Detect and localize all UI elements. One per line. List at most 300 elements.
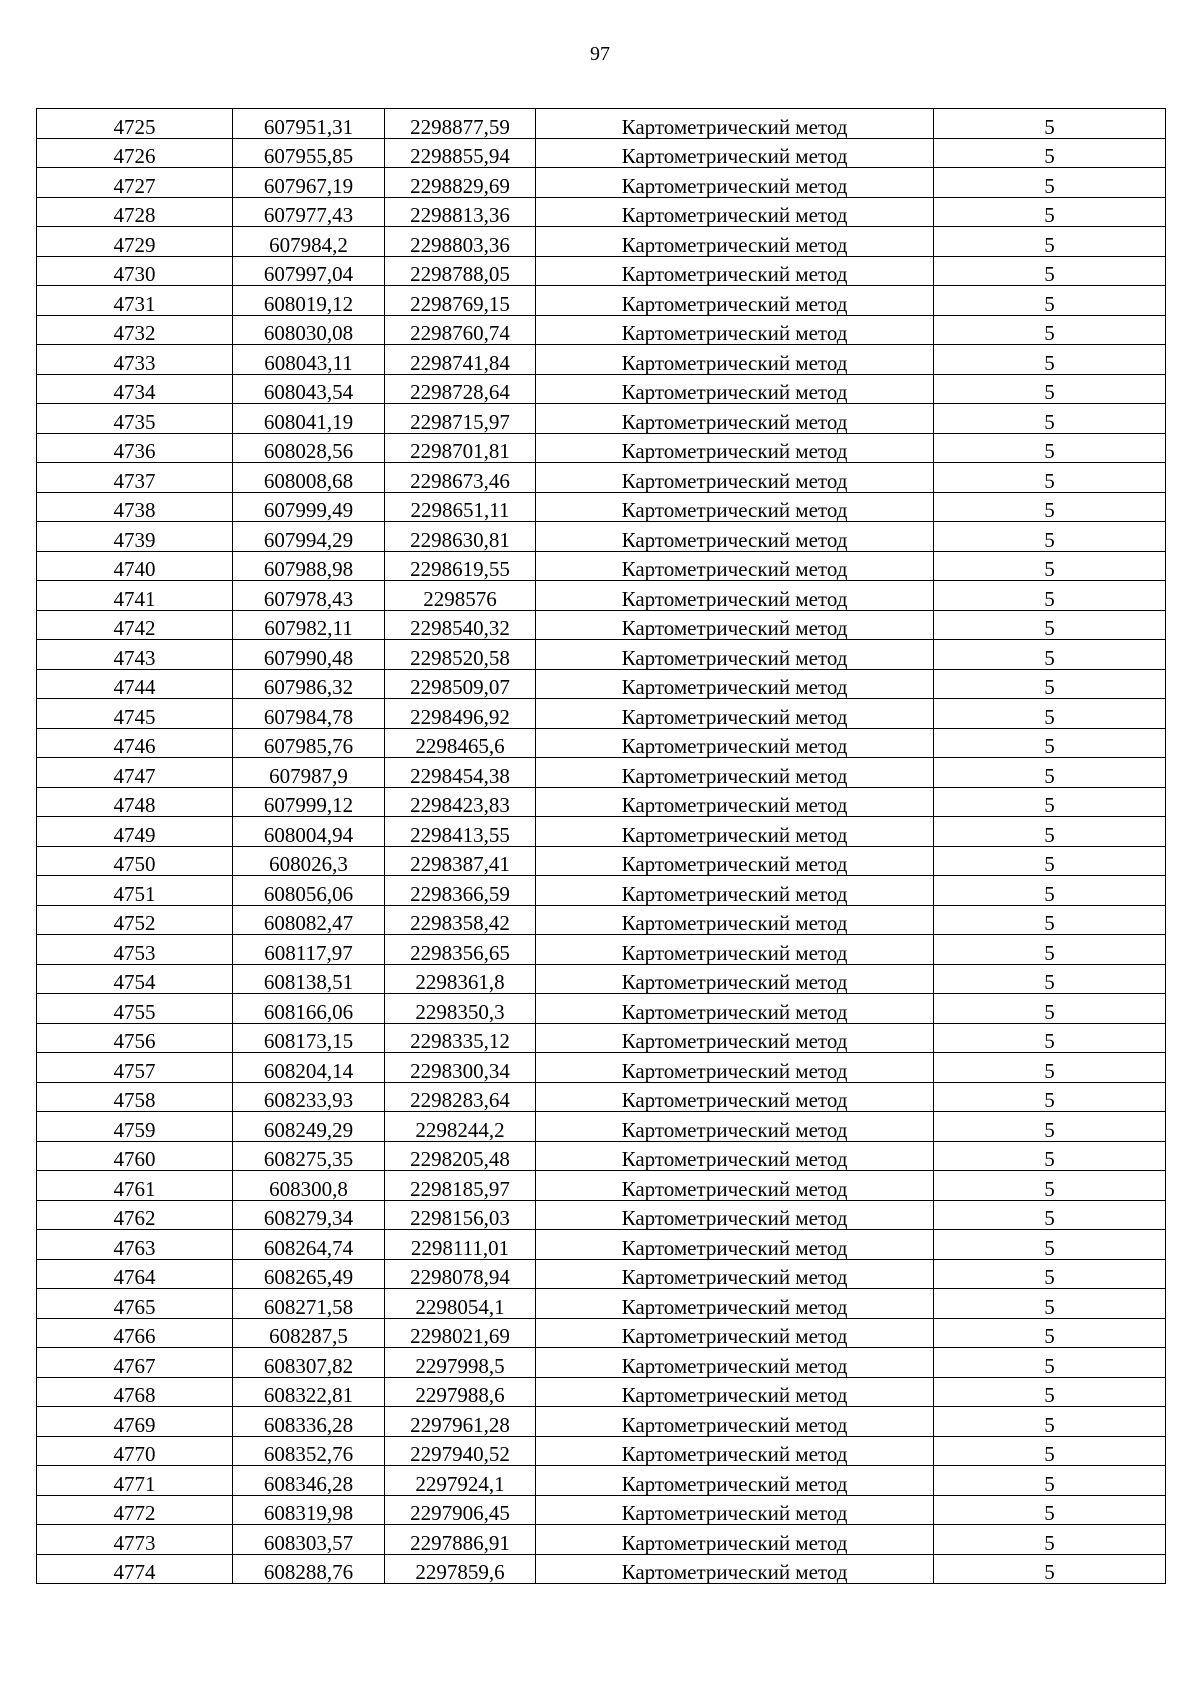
table-row xyxy=(37,256,1166,286)
point-number-cell: 4765 xyxy=(37,1289,233,1319)
table-row xyxy=(37,994,1166,1024)
point-number-cell: 4738 xyxy=(37,492,233,522)
accuracy-cell: 5 xyxy=(934,345,1166,375)
table-row xyxy=(37,699,1166,729)
accuracy-cell: 5 xyxy=(934,1377,1166,1407)
method-cell: Картометрический метод xyxy=(536,374,934,404)
y-coordinate-cell: 2298366,59 xyxy=(385,876,536,906)
accuracy-cell: 5 xyxy=(934,197,1166,227)
x-coordinate-cell: 607990,48 xyxy=(233,640,385,670)
y-coordinate-cell: 2297924,1 xyxy=(385,1466,536,1496)
method-cell: Картометрический метод xyxy=(536,1141,934,1171)
x-coordinate-cell: 608303,57 xyxy=(233,1525,385,1555)
x-coordinate-cell: 607978,43 xyxy=(233,581,385,611)
point-number-cell: 4739 xyxy=(37,522,233,552)
x-coordinate-cell: 608233,93 xyxy=(233,1082,385,1112)
table-row xyxy=(37,1289,1166,1319)
table-row xyxy=(37,728,1166,758)
table-row xyxy=(37,1053,1166,1083)
accuracy-cell: 5 xyxy=(934,669,1166,699)
point-number-cell: 4761 xyxy=(37,1171,233,1201)
point-number-cell: 4757 xyxy=(37,1053,233,1083)
x-coordinate-cell: 608336,28 xyxy=(233,1407,385,1437)
point-number-cell: 4734 xyxy=(37,374,233,404)
point-number-cell: 4733 xyxy=(37,345,233,375)
method-cell: Картометрический метод xyxy=(536,1053,934,1083)
method-cell: Картометрический метод xyxy=(536,1230,934,1260)
table-row xyxy=(37,109,1166,139)
table-row xyxy=(37,876,1166,906)
accuracy-cell: 5 xyxy=(934,935,1166,965)
method-cell: Картометрический метод xyxy=(536,1525,934,1555)
accuracy-cell: 5 xyxy=(934,1200,1166,1230)
y-coordinate-cell: 2298673,46 xyxy=(385,463,536,493)
accuracy-cell: 5 xyxy=(934,256,1166,286)
x-coordinate-cell: 607999,49 xyxy=(233,492,385,522)
y-coordinate-cell: 2298111,01 xyxy=(385,1230,536,1260)
accuracy-cell: 5 xyxy=(934,492,1166,522)
table-row xyxy=(37,1348,1166,1378)
accuracy-cell: 5 xyxy=(934,1023,1166,1053)
table-row xyxy=(37,227,1166,257)
point-number-cell: 4764 xyxy=(37,1259,233,1289)
point-number-cell: 4750 xyxy=(37,846,233,876)
point-number-cell: 4755 xyxy=(37,994,233,1024)
x-coordinate-cell: 607994,29 xyxy=(233,522,385,552)
method-cell: Картометрический метод xyxy=(536,964,934,994)
accuracy-cell: 5 xyxy=(934,1318,1166,1348)
x-coordinate-cell: 608275,35 xyxy=(233,1141,385,1171)
point-number-cell: 4748 xyxy=(37,787,233,817)
accuracy-cell: 5 xyxy=(934,1141,1166,1171)
y-coordinate-cell: 2298829,69 xyxy=(385,168,536,198)
accuracy-cell: 5 xyxy=(934,581,1166,611)
method-cell: Картометрический метод xyxy=(536,109,934,139)
point-number-cell: 4729 xyxy=(37,227,233,257)
y-coordinate-cell: 2298465,6 xyxy=(385,728,536,758)
y-coordinate-cell: 2298496,92 xyxy=(385,699,536,729)
point-number-cell: 4747 xyxy=(37,758,233,788)
accuracy-cell: 5 xyxy=(934,138,1166,168)
x-coordinate-cell: 608030,08 xyxy=(233,315,385,345)
x-coordinate-cell: 607984,2 xyxy=(233,227,385,257)
method-cell: Картометрический метод xyxy=(536,463,934,493)
x-coordinate-cell: 608166,06 xyxy=(233,994,385,1024)
point-number-cell: 4754 xyxy=(37,964,233,994)
method-cell: Картометрический метод xyxy=(536,1348,934,1378)
x-coordinate-cell: 607984,78 xyxy=(233,699,385,729)
method-cell: Картометрический метод xyxy=(536,492,934,522)
method-cell: Картометрический метод xyxy=(536,1023,934,1053)
point-number-cell: 4740 xyxy=(37,551,233,581)
method-cell: Картометрический метод xyxy=(536,787,934,817)
point-number-cell: 4752 xyxy=(37,905,233,935)
y-coordinate-cell: 2298358,42 xyxy=(385,905,536,935)
y-coordinate-cell: 2298454,38 xyxy=(385,758,536,788)
table-row xyxy=(37,1259,1166,1289)
y-coordinate-cell: 2298413,55 xyxy=(385,817,536,847)
table-row xyxy=(37,1436,1166,1466)
point-number-cell: 4774 xyxy=(37,1554,233,1584)
method-cell: Картометрический метод xyxy=(536,669,934,699)
point-number-cell: 4770 xyxy=(37,1436,233,1466)
table-row xyxy=(37,669,1166,699)
accuracy-cell: 5 xyxy=(934,758,1166,788)
x-coordinate-cell: 608019,12 xyxy=(233,286,385,316)
x-coordinate-cell: 608056,06 xyxy=(233,876,385,906)
table-row xyxy=(37,1525,1166,1555)
y-coordinate-cell: 2298630,81 xyxy=(385,522,536,552)
accuracy-cell: 5 xyxy=(934,728,1166,758)
coordinates-table xyxy=(36,108,1166,1584)
y-coordinate-cell: 2298205,48 xyxy=(385,1141,536,1171)
x-coordinate-cell: 607951,31 xyxy=(233,109,385,139)
point-number-cell: 4759 xyxy=(37,1112,233,1142)
y-coordinate-cell: 2298576 xyxy=(385,581,536,611)
accuracy-cell: 5 xyxy=(934,1495,1166,1525)
y-coordinate-cell: 2298335,12 xyxy=(385,1023,536,1053)
table-row xyxy=(37,551,1166,581)
y-coordinate-cell: 2298803,36 xyxy=(385,227,536,257)
y-coordinate-cell: 2298300,34 xyxy=(385,1053,536,1083)
accuracy-cell: 5 xyxy=(934,1171,1166,1201)
method-cell: Картометрический метод xyxy=(536,1554,934,1584)
y-coordinate-cell: 2297906,45 xyxy=(385,1495,536,1525)
table-row xyxy=(37,758,1166,788)
x-coordinate-cell: 607982,11 xyxy=(233,610,385,640)
x-coordinate-cell: 608041,19 xyxy=(233,404,385,434)
method-cell: Картометрический метод xyxy=(536,1112,934,1142)
point-number-cell: 4760 xyxy=(37,1141,233,1171)
x-coordinate-cell: 608043,54 xyxy=(233,374,385,404)
x-coordinate-cell: 608307,82 xyxy=(233,1348,385,1378)
accuracy-cell: 5 xyxy=(934,404,1166,434)
table-row xyxy=(37,1230,1166,1260)
point-number-cell: 4749 xyxy=(37,817,233,847)
table-row xyxy=(37,581,1166,611)
accuracy-cell: 5 xyxy=(934,374,1166,404)
point-number-cell: 4742 xyxy=(37,610,233,640)
accuracy-cell: 5 xyxy=(934,610,1166,640)
table-row xyxy=(37,1407,1166,1437)
method-cell: Картометрический метод xyxy=(536,1466,934,1496)
accuracy-cell: 5 xyxy=(934,168,1166,198)
accuracy-cell: 5 xyxy=(934,1407,1166,1437)
accuracy-cell: 5 xyxy=(934,1230,1166,1260)
point-number-cell: 4736 xyxy=(37,433,233,463)
method-cell: Картометрический метод xyxy=(536,404,934,434)
point-number-cell: 4771 xyxy=(37,1466,233,1496)
y-coordinate-cell: 2298540,32 xyxy=(385,610,536,640)
table-row xyxy=(37,640,1166,670)
point-number-cell: 4763 xyxy=(37,1230,233,1260)
method-cell: Картометрический метод xyxy=(536,1318,934,1348)
accuracy-cell: 5 xyxy=(934,1436,1166,1466)
method-cell: Картометрический метод xyxy=(536,522,934,552)
y-coordinate-cell: 2298423,83 xyxy=(385,787,536,817)
table-row xyxy=(37,1377,1166,1407)
y-coordinate-cell: 2298813,36 xyxy=(385,197,536,227)
y-coordinate-cell: 2298855,94 xyxy=(385,138,536,168)
y-coordinate-cell: 2298021,69 xyxy=(385,1318,536,1348)
method-cell: Картометрический метод xyxy=(536,758,934,788)
table-row xyxy=(37,817,1166,847)
y-coordinate-cell: 2297998,5 xyxy=(385,1348,536,1378)
method-cell: Картометрический метод xyxy=(536,935,934,965)
accuracy-cell: 5 xyxy=(934,817,1166,847)
table-row xyxy=(37,374,1166,404)
y-coordinate-cell: 2298283,64 xyxy=(385,1082,536,1112)
x-coordinate-cell: 607999,12 xyxy=(233,787,385,817)
table-row xyxy=(37,492,1166,522)
y-coordinate-cell: 2298078,94 xyxy=(385,1259,536,1289)
y-coordinate-cell: 2298520,58 xyxy=(385,640,536,670)
x-coordinate-cell: 608028,56 xyxy=(233,433,385,463)
table-row xyxy=(37,905,1166,935)
y-coordinate-cell: 2298760,74 xyxy=(385,315,536,345)
x-coordinate-cell: 607986,32 xyxy=(233,669,385,699)
point-number-cell: 4732 xyxy=(37,315,233,345)
table-row xyxy=(37,610,1166,640)
table-row xyxy=(37,197,1166,227)
method-cell: Картометрический метод xyxy=(536,1289,934,1319)
method-cell: Картометрический метод xyxy=(536,699,934,729)
y-coordinate-cell: 2298361,8 xyxy=(385,964,536,994)
table-row xyxy=(37,168,1166,198)
x-coordinate-cell: 608352,76 xyxy=(233,1436,385,1466)
table-row xyxy=(37,1495,1166,1525)
table-row xyxy=(37,315,1166,345)
point-number-cell: 4744 xyxy=(37,669,233,699)
accuracy-cell: 5 xyxy=(934,699,1166,729)
accuracy-cell: 5 xyxy=(934,286,1166,316)
accuracy-cell: 5 xyxy=(934,109,1166,139)
x-coordinate-cell: 608264,74 xyxy=(233,1230,385,1260)
method-cell: Картометрический метод xyxy=(536,1171,934,1201)
point-number-cell: 4751 xyxy=(37,876,233,906)
method-cell: Картометрический метод xyxy=(536,728,934,758)
table-row xyxy=(37,1112,1166,1142)
table-row xyxy=(37,1200,1166,1230)
accuracy-cell: 5 xyxy=(934,551,1166,581)
point-number-cell: 4772 xyxy=(37,1495,233,1525)
table-row xyxy=(37,935,1166,965)
y-coordinate-cell: 2298619,55 xyxy=(385,551,536,581)
x-coordinate-cell: 608288,76 xyxy=(233,1554,385,1584)
table-row xyxy=(37,433,1166,463)
method-cell: Картометрический метод xyxy=(536,1200,934,1230)
x-coordinate-cell: 608173,15 xyxy=(233,1023,385,1053)
y-coordinate-cell: 2298185,97 xyxy=(385,1171,536,1201)
point-number-cell: 4730 xyxy=(37,256,233,286)
method-cell: Картометрический метод xyxy=(536,1436,934,1466)
point-number-cell: 4769 xyxy=(37,1407,233,1437)
accuracy-cell: 5 xyxy=(934,846,1166,876)
x-coordinate-cell: 607985,76 xyxy=(233,728,385,758)
method-cell: Картометрический метод xyxy=(536,994,934,1024)
point-number-cell: 4735 xyxy=(37,404,233,434)
accuracy-cell: 5 xyxy=(934,994,1166,1024)
y-coordinate-cell: 2297940,52 xyxy=(385,1436,536,1466)
method-cell: Картометрический метод xyxy=(536,138,934,168)
y-coordinate-cell: 2298054,1 xyxy=(385,1289,536,1319)
point-number-cell: 4741 xyxy=(37,581,233,611)
point-number-cell: 4766 xyxy=(37,1318,233,1348)
x-coordinate-cell: 608204,14 xyxy=(233,1053,385,1083)
x-coordinate-cell: 608265,49 xyxy=(233,1259,385,1289)
point-number-cell: 4731 xyxy=(37,286,233,316)
table-row xyxy=(37,345,1166,375)
point-number-cell: 4773 xyxy=(37,1525,233,1555)
x-coordinate-cell: 608043,11 xyxy=(233,345,385,375)
method-cell: Картометрический метод xyxy=(536,197,934,227)
accuracy-cell: 5 xyxy=(934,1053,1166,1083)
table-row xyxy=(37,463,1166,493)
x-coordinate-cell: 608319,98 xyxy=(233,1495,385,1525)
y-coordinate-cell: 2298356,65 xyxy=(385,935,536,965)
table-row xyxy=(37,964,1166,994)
point-number-cell: 4728 xyxy=(37,197,233,227)
y-coordinate-cell: 2297961,28 xyxy=(385,1407,536,1437)
x-coordinate-cell: 608346,28 xyxy=(233,1466,385,1496)
point-number-cell: 4762 xyxy=(37,1200,233,1230)
point-number-cell: 4727 xyxy=(37,168,233,198)
method-cell: Картометрический метод xyxy=(536,1407,934,1437)
x-coordinate-cell: 607988,98 xyxy=(233,551,385,581)
x-coordinate-cell: 607987,9 xyxy=(233,758,385,788)
point-number-cell: 4753 xyxy=(37,935,233,965)
y-coordinate-cell: 2297988,6 xyxy=(385,1377,536,1407)
x-coordinate-cell: 608322,81 xyxy=(233,1377,385,1407)
method-cell: Картометрический метод xyxy=(536,581,934,611)
accuracy-cell: 5 xyxy=(934,905,1166,935)
x-coordinate-cell: 608004,94 xyxy=(233,817,385,847)
method-cell: Картометрический метод xyxy=(536,345,934,375)
x-coordinate-cell: 608300,8 xyxy=(233,1171,385,1201)
x-coordinate-cell: 608287,5 xyxy=(233,1318,385,1348)
method-cell: Картометрический метод xyxy=(536,1082,934,1112)
point-number-cell: 4758 xyxy=(37,1082,233,1112)
y-coordinate-cell: 2298156,03 xyxy=(385,1200,536,1230)
table-row xyxy=(37,1023,1166,1053)
point-number-cell: 4743 xyxy=(37,640,233,670)
table-row xyxy=(37,286,1166,316)
y-coordinate-cell: 2297859,6 xyxy=(385,1554,536,1584)
point-number-cell: 4756 xyxy=(37,1023,233,1053)
y-coordinate-cell: 2297886,91 xyxy=(385,1525,536,1555)
accuracy-cell: 5 xyxy=(934,876,1166,906)
table-row xyxy=(37,1318,1166,1348)
accuracy-cell: 5 xyxy=(934,463,1166,493)
accuracy-cell: 5 xyxy=(934,640,1166,670)
method-cell: Картометрический метод xyxy=(536,168,934,198)
coordinates-table-body xyxy=(37,109,1166,1584)
table-row xyxy=(37,846,1166,876)
method-cell: Картометрический метод xyxy=(536,286,934,316)
table-row xyxy=(37,404,1166,434)
point-number-cell: 4745 xyxy=(37,699,233,729)
y-coordinate-cell: 2298350,3 xyxy=(385,994,536,1024)
x-coordinate-cell: 607997,04 xyxy=(233,256,385,286)
accuracy-cell: 5 xyxy=(934,964,1166,994)
point-number-cell: 4726 xyxy=(37,138,233,168)
method-cell: Картометрический метод xyxy=(536,256,934,286)
point-number-cell: 4725 xyxy=(37,109,233,139)
y-coordinate-cell: 2298788,05 xyxy=(385,256,536,286)
y-coordinate-cell: 2298651,11 xyxy=(385,492,536,522)
table-row xyxy=(37,1141,1166,1171)
x-coordinate-cell: 608138,51 xyxy=(233,964,385,994)
accuracy-cell: 5 xyxy=(934,1082,1166,1112)
x-coordinate-cell: 608082,47 xyxy=(233,905,385,935)
table-row xyxy=(37,138,1166,168)
y-coordinate-cell: 2298509,07 xyxy=(385,669,536,699)
page-number: 97 xyxy=(590,43,610,65)
point-number-cell: 4768 xyxy=(37,1377,233,1407)
accuracy-cell: 5 xyxy=(934,1112,1166,1142)
x-coordinate-cell: 607955,85 xyxy=(233,138,385,168)
accuracy-cell: 5 xyxy=(934,522,1166,552)
accuracy-cell: 5 xyxy=(934,1554,1166,1584)
accuracy-cell: 5 xyxy=(934,787,1166,817)
x-coordinate-cell: 607967,19 xyxy=(233,168,385,198)
method-cell: Картометрический метод xyxy=(536,1495,934,1525)
method-cell: Картометрический метод xyxy=(536,846,934,876)
accuracy-cell: 5 xyxy=(934,315,1166,345)
accuracy-cell: 5 xyxy=(934,1525,1166,1555)
point-number-cell: 4767 xyxy=(37,1348,233,1378)
y-coordinate-cell: 2298701,81 xyxy=(385,433,536,463)
method-cell: Картометрический метод xyxy=(536,433,934,463)
x-coordinate-cell: 608279,34 xyxy=(233,1200,385,1230)
method-cell: Картометрический метод xyxy=(536,817,934,847)
y-coordinate-cell: 2298769,15 xyxy=(385,286,536,316)
method-cell: Картометрический метод xyxy=(536,227,934,257)
y-coordinate-cell: 2298877,59 xyxy=(385,109,536,139)
y-coordinate-cell: 2298244,2 xyxy=(385,1112,536,1142)
point-number-cell: 4737 xyxy=(37,463,233,493)
method-cell: Картометрический метод xyxy=(536,876,934,906)
accuracy-cell: 5 xyxy=(934,1466,1166,1496)
y-coordinate-cell: 2298741,84 xyxy=(385,345,536,375)
accuracy-cell: 5 xyxy=(934,1259,1166,1289)
method-cell: Картометрический метод xyxy=(536,1377,934,1407)
method-cell: Картометрический метод xyxy=(536,315,934,345)
x-coordinate-cell: 608249,29 xyxy=(233,1112,385,1142)
x-coordinate-cell: 607977,43 xyxy=(233,197,385,227)
y-coordinate-cell: 2298728,64 xyxy=(385,374,536,404)
accuracy-cell: 5 xyxy=(934,1289,1166,1319)
accuracy-cell: 5 xyxy=(934,227,1166,257)
method-cell: Картометрический метод xyxy=(536,905,934,935)
method-cell: Картометрический метод xyxy=(536,640,934,670)
accuracy-cell: 5 xyxy=(934,433,1166,463)
table-row xyxy=(37,1082,1166,1112)
method-cell: Картометрический метод xyxy=(536,610,934,640)
x-coordinate-cell: 608271,58 xyxy=(233,1289,385,1319)
method-cell: Картометрический метод xyxy=(536,551,934,581)
x-coordinate-cell: 608117,97 xyxy=(233,935,385,965)
table-row xyxy=(37,1466,1166,1496)
x-coordinate-cell: 608008,68 xyxy=(233,463,385,493)
method-cell: Картометрический метод xyxy=(536,1259,934,1289)
table-row xyxy=(37,1554,1166,1584)
table-row xyxy=(37,787,1166,817)
table-row xyxy=(37,522,1166,552)
y-coordinate-cell: 2298715,97 xyxy=(385,404,536,434)
table-row xyxy=(37,1171,1166,1201)
point-number-cell: 4746 xyxy=(37,728,233,758)
